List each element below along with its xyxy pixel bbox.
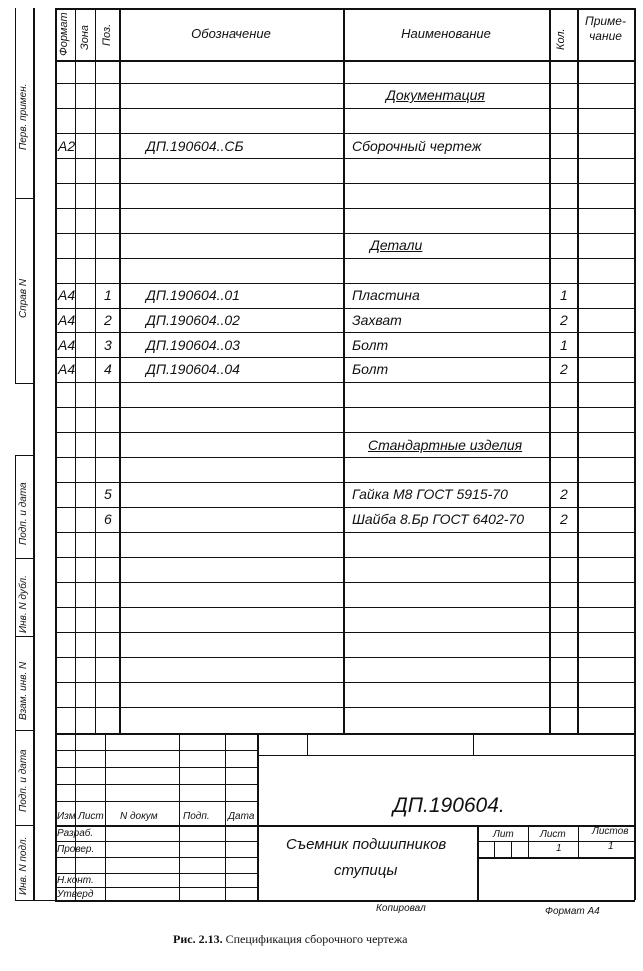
row-oboznachenie: ДП.190604..02 [146, 312, 240, 328]
row-kol: 1 [560, 287, 568, 303]
footer-kopiroval: Копировал [376, 903, 426, 914]
row-oboznachenie: ДП.190604..01 [146, 287, 240, 303]
figure-caption-text: Спецификация сборочного чертежа [225, 932, 408, 946]
row-format: А4 [58, 337, 76, 353]
side-label-podp-i-data-2: Подп. и дата [18, 749, 29, 812]
document-code: ДП.190604. [393, 794, 505, 817]
row-oboznachenie: ДП.190604..04 [146, 361, 240, 377]
section-standartnye-izdeliya: Стандартные изделия [368, 437, 523, 453]
row-kol: 2 [560, 312, 568, 328]
header-poz: Поз. [101, 23, 113, 46]
row-poz: 1 [104, 287, 112, 303]
row-kol: 2 [560, 486, 568, 502]
row-poz: 3 [104, 337, 112, 353]
header-kol: Кол. [555, 28, 567, 50]
side-label-podp-i-data-1: Подп. и дата [18, 482, 29, 545]
row-poz: 2 [104, 312, 112, 328]
footer-format: Формат А4 [545, 906, 600, 917]
side-label-inv-n-podl: Инв. N подл. [18, 836, 29, 895]
tb-col-list: Лист [78, 811, 104, 822]
row-poz: 4 [104, 361, 112, 377]
tb-listov: Листов [592, 826, 629, 837]
tb-list-value: 1 [556, 843, 562, 854]
row-kol: 2 [560, 511, 568, 527]
tb-prover: Провер. [57, 844, 95, 855]
row-naimenovanie: Пластина [352, 287, 420, 303]
row-naimenovanie: Гайка М8 ГОСТ 5915-70 [352, 486, 508, 502]
section-dokumentatsiya: Документация [386, 87, 485, 103]
tb-col-data: Дата [228, 811, 255, 822]
side-label-vzam-inv-n: Взам. инв. N [18, 661, 29, 720]
row-format: А4 [58, 312, 76, 328]
tb-razrab: Разраб. [57, 828, 94, 839]
side-label-perv-primen: Перв. примен. [18, 83, 29, 150]
tb-col-izm: Изм [57, 811, 76, 822]
row-naimenovanie: Захват [352, 312, 402, 328]
header-zona: Зона [79, 24, 91, 50]
header-primechanie [577, 14, 634, 44]
tb-n-kont: Н.конт. [57, 875, 94, 886]
row-format: А4 [58, 361, 76, 377]
row-poz: 5 [104, 486, 112, 502]
tb-utverd: Утверд [57, 889, 94, 900]
tb-col-ndokum: N докум [120, 811, 158, 822]
header-format: Формат [58, 12, 70, 56]
row-naimenovanie: Шайба 8.Бр ГОСТ 6402-70 [352, 511, 524, 527]
tb-lit: Лит [493, 829, 514, 840]
figure-caption [173, 932, 407, 947]
header-primechanie-line1: Приме- [585, 14, 626, 28]
row-format: А4 [58, 287, 76, 303]
row-naimenovanie: Болт [352, 337, 389, 353]
header-naimenovanie: Наименование [401, 26, 491, 41]
tb-col-podp: Подп. [183, 811, 210, 822]
row-kol: 1 [560, 337, 568, 353]
header-oboznachenie: Обозначение [191, 26, 271, 41]
tb-list: Лист [540, 829, 566, 840]
figure-caption-number: Рис. 2.13. [173, 932, 223, 946]
product-name-line2: ступицы [334, 862, 398, 879]
side-label-sprav-n: Справ N [18, 278, 29, 318]
row-oboznachenie: ДП.190604..СБ [146, 138, 244, 154]
row-poz: 6 [104, 511, 112, 527]
row-format: А2 [58, 138, 76, 154]
row-naimenovanie: Болт [352, 361, 389, 377]
row-oboznachenie: ДП.190604..03 [146, 337, 240, 353]
section-detali: Детали [370, 237, 423, 253]
tb-listov-value: 1 [608, 841, 614, 852]
row-kol: 2 [560, 361, 568, 377]
header-primechanie-line2: чание [589, 29, 622, 43]
row-naimenovanie: Сборочный чертеж [352, 138, 482, 154]
product-name-line1: Съемник подшипников [286, 836, 447, 853]
side-label-inv-n-dubl: Инв. N дубл. [18, 575, 29, 633]
